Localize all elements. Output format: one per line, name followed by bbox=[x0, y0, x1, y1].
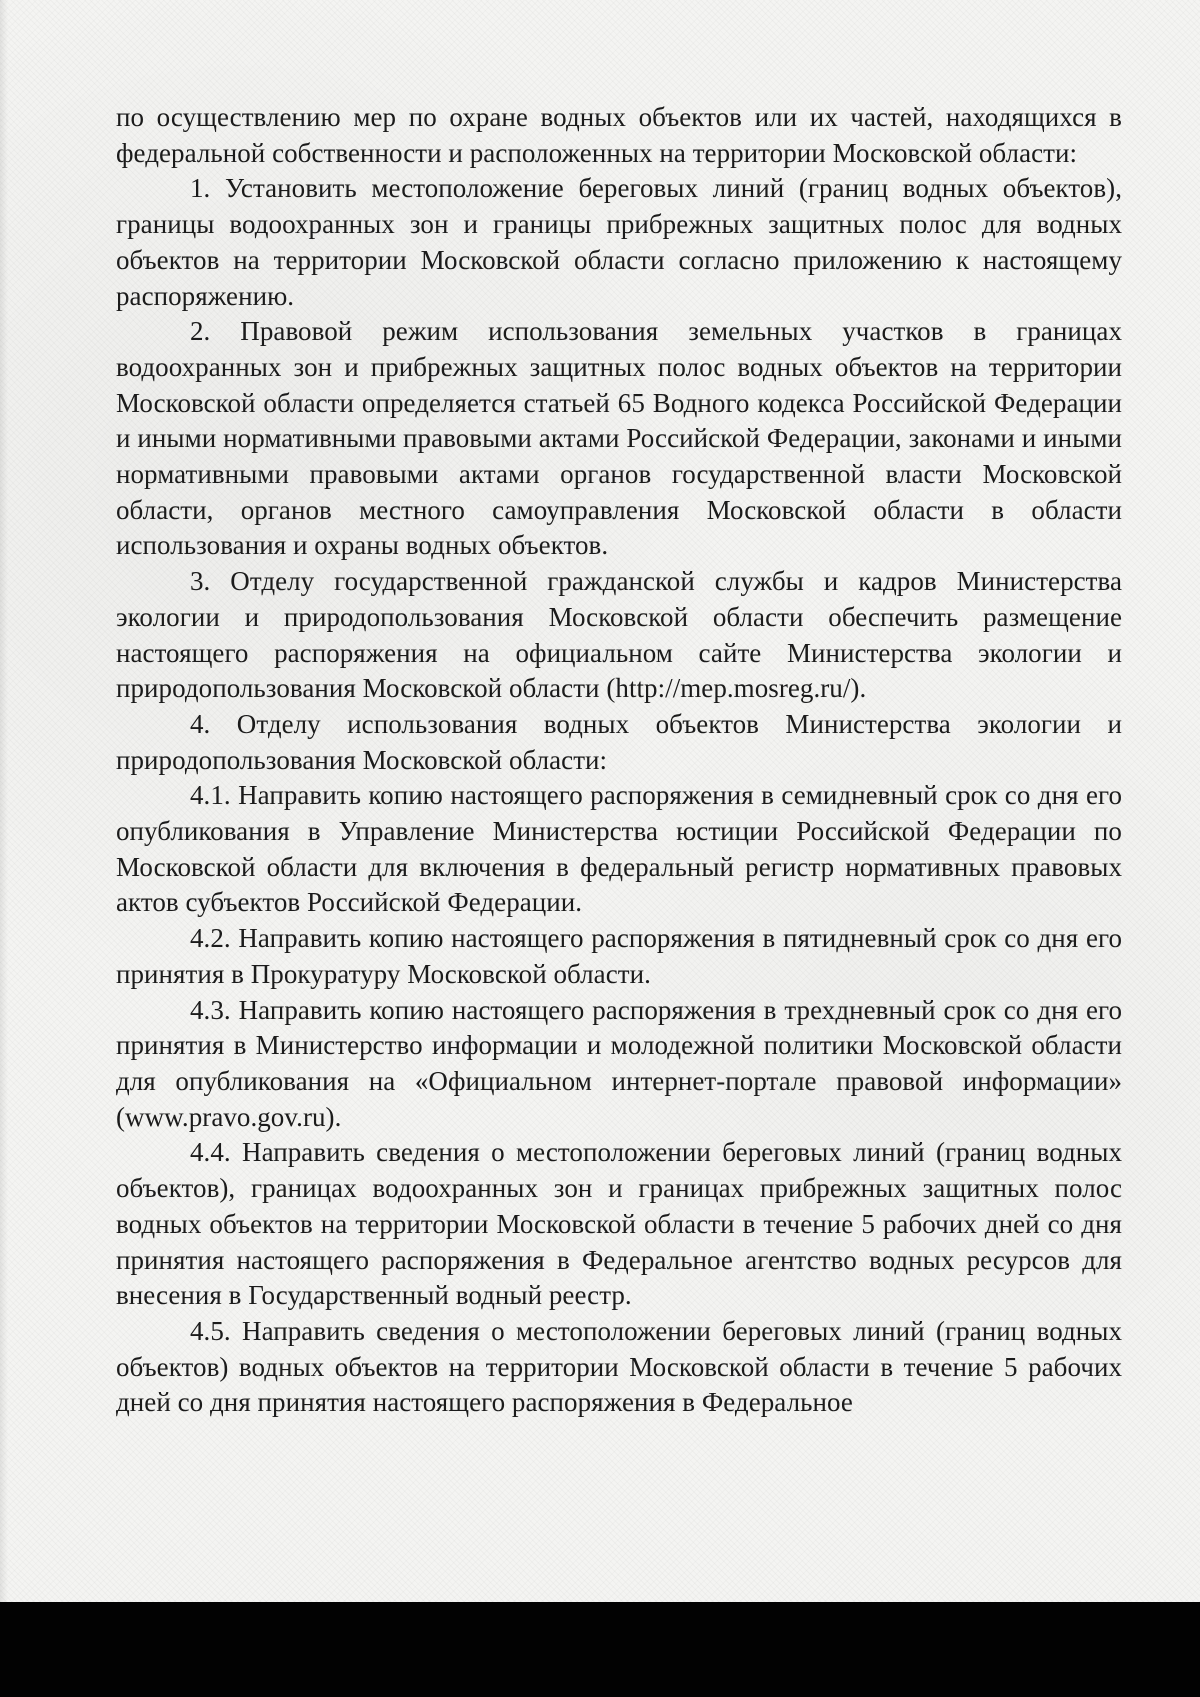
paragraph-clause-4-3: 4.3. Направить копию настоящего распоряжения в трехдневный срок со дня его принятия в Министерство информации и молодежной политики Московской области для опубликования на «Официальном интернет-портале правовой информации» (www.pravo.gov.ru). bbox=[116, 994, 1122, 1132]
paragraph-clause-4-5: 4.5. Направить сведения о местоположении береговых линий (границ водных объектов) водных объектов на территории Московской области в течение 5 рабочих дней со дня принятия настоящего распоряжения в Федеральное bbox=[116, 1315, 1122, 1418]
paragraph-clause-2: 2. Правовой режим использования земельных участков в границах водоохранных зон и прибрежных защитных полос водных объектов на территории Московской области определяется статьей 65 Водного кодекса Российской Федерации и иными нормативными правовыми актами Российской Федерации, законами и иными нормативными правовыми актами органов государственной власти Московской области, органов местного самоуправления Московской области в области использования и охраны водных объектов. bbox=[116, 316, 1122, 561]
paragraph-clause-3: 3. Отделу государственной гражданской службы и кадров Министерства экологии и природопользования Московской области обеспечить размещение настоящего распоряжения на официальном сайте Министерства экологии и природопользования Московской области (http://mep.mosreg.ru/). bbox=[116, 566, 1122, 704]
paragraph-clause-4-1: 4.1. Направить копию настоящего распоряжения в семидневный срок со дня его опубликования в Управление Министерства юстиции Российской Федерации по Московской области для включения в федеральный регистр нормативных правовых актов субъектов Российской Федерации. bbox=[116, 780, 1122, 918]
paragraph-clause-4: 4. Отделу использования водных объектов Министерства экологии и природопользования Московской области: bbox=[116, 708, 1122, 775]
paragraph-clause-1: 1. Установить местоположение береговых линий (границ водных объектов), границы водоохранных зон и границы прибрежных защитных полос для водных объектов на территории Московской области согласно приложению к настоящему распоряжению. bbox=[116, 173, 1122, 311]
paragraph-intro-continuation: по осуществлению мер по охране водных объектов или их частей, находящихся в федеральной собственности и расположенных на территории Московской области: bbox=[116, 102, 1122, 168]
paragraph-clause-4-4: 4.4. Направить сведения о местоположении береговых линий (границ водных объектов), границах водоохранных зон и границах прибрежных защитных полос водных объектов на территории Московской области в течение 5 рабочих дней со дня принятия настоящего распоряжения в Федеральное агентство водных ресурсов для внесения в Государственный водный реестр. bbox=[116, 1137, 1122, 1311]
page-edge-shadow bbox=[0, 0, 8, 1602]
scanner-black-margin bbox=[0, 1602, 1200, 1697]
document-text-body bbox=[116, 100, 1122, 1421]
paragraph-clause-4-2: 4.2. Направить копию настоящего распоряжения в пятидневный срок со дня его принятия в Прокуратуру Московской области. bbox=[116, 923, 1122, 989]
